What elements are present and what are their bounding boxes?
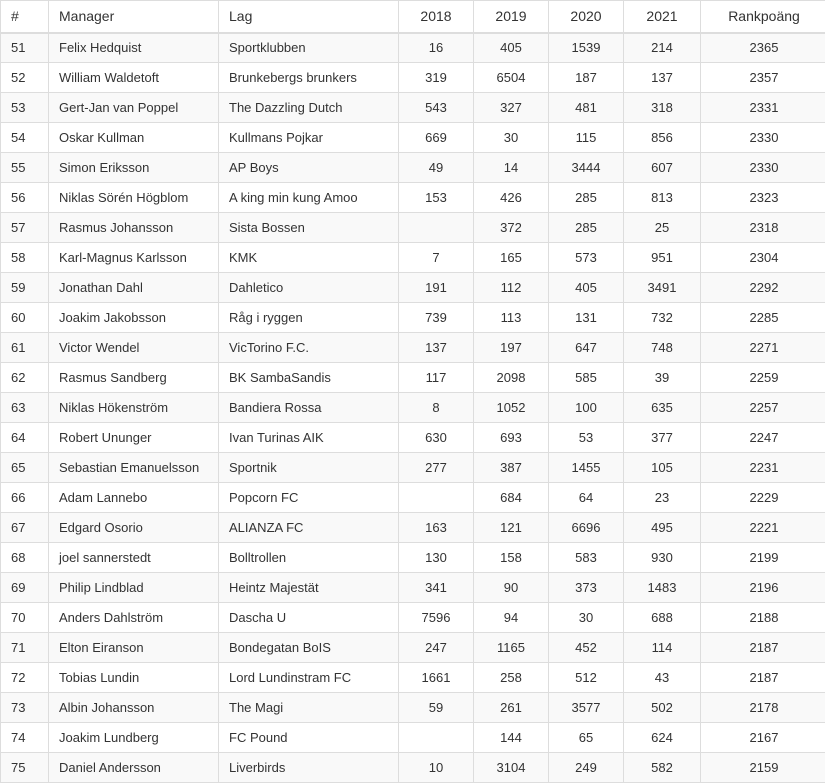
cell-rankpoang: 2229 [701,483,825,513]
cell-rankpoang: 2292 [701,273,825,303]
table-row[interactable] [1,543,825,573]
table-row[interactable] [1,183,825,213]
cell-2018: 117 [399,363,474,393]
cell-2021: 502 [624,693,701,723]
cell-manager: Niklas Sörén Högblom [49,183,219,213]
table-row[interactable] [1,273,825,303]
header-2019[interactable]: 2019 [474,1,549,33]
cell-2021: 930 [624,543,701,573]
cell-2018: 543 [399,93,474,123]
cell-2019: 94 [474,603,549,633]
cell-2019: 6504 [474,63,549,93]
cell-lag: Bondegatan BoIS [219,633,399,663]
cell-2019: 693 [474,423,549,453]
cell-2021: 635 [624,393,701,423]
cell-2019: 327 [474,93,549,123]
cell-lag: Heintz Majestät [219,573,399,603]
table-row[interactable] [1,123,825,153]
header-2020[interactable]: 2020 [549,1,624,33]
cell-rankpoang: 2257 [701,393,825,423]
cell-2018: 10 [399,753,474,783]
cell-2020: 187 [549,63,624,93]
cell-lag: Bandiera Rossa [219,393,399,423]
cell-2018: 739 [399,303,474,333]
cell-2020: 249 [549,753,624,783]
cell-lag: Liverbirds [219,753,399,783]
cell-manager: joel sannerstedt [49,543,219,573]
cell-2020: 131 [549,303,624,333]
cell-2021: 856 [624,123,701,153]
cell-rankpoang: 2323 [701,183,825,213]
cell-2019: 30 [474,123,549,153]
cell-manager: Niklas Hökenström [49,393,219,423]
cell-rank-number: 74 [1,723,49,753]
cell-2018: 7596 [399,603,474,633]
table-row[interactable] [1,693,825,723]
cell-rank-number: 59 [1,273,49,303]
cell-lag: The Dazzling Dutch [219,93,399,123]
cell-rank-number: 67 [1,513,49,543]
table-row[interactable] [1,93,825,123]
table-row[interactable] [1,633,825,663]
cell-rankpoang: 2318 [701,213,825,243]
cell-rankpoang: 2331 [701,93,825,123]
cell-lag: FC Pound [219,723,399,753]
table-row[interactable] [1,753,825,783]
cell-rankpoang: 2365 [701,33,825,63]
cell-2018: 153 [399,183,474,213]
table-row[interactable] [1,663,825,693]
cell-2019: 113 [474,303,549,333]
cell-2019: 121 [474,513,549,543]
cell-2019: 1165 [474,633,549,663]
cell-2018: 163 [399,513,474,543]
cell-2019: 165 [474,243,549,273]
cell-rankpoang: 2159 [701,753,825,783]
table-row[interactable] [1,723,825,753]
cell-manager: Philip Lindblad [49,573,219,603]
cell-2021: 23 [624,483,701,513]
cell-2019: 684 [474,483,549,513]
cell-lag: Sista Bossen [219,213,399,243]
cell-2021: 813 [624,183,701,213]
cell-lag: BK SambaSandis [219,363,399,393]
table-row[interactable] [1,573,825,603]
table-row[interactable] [1,483,825,513]
cell-rankpoang: 2199 [701,543,825,573]
cell-2021: 495 [624,513,701,543]
cell-rank-number: 51 [1,33,49,63]
cell-2018: 247 [399,633,474,663]
cell-rankpoang: 2167 [701,723,825,753]
cell-2018: 1661 [399,663,474,693]
cell-rank-number: 52 [1,63,49,93]
cell-2018: 319 [399,63,474,93]
cell-2021: 214 [624,33,701,63]
cell-lag: The Magi [219,693,399,723]
table-row[interactable] [1,243,825,273]
cell-2018: 191 [399,273,474,303]
cell-rank-number: 54 [1,123,49,153]
cell-2020: 647 [549,333,624,363]
cell-rankpoang: 2221 [701,513,825,543]
table-row[interactable] [1,363,825,393]
cell-rank-number: 64 [1,423,49,453]
cell-lag: AP Boys [219,153,399,183]
cell-2019: 112 [474,273,549,303]
cell-2021: 688 [624,603,701,633]
cell-2018: 49 [399,153,474,183]
cell-lag: ALIANZA FC [219,513,399,543]
cell-rankpoang: 2178 [701,693,825,723]
cell-manager: Albin Johansson [49,693,219,723]
table-row[interactable] [1,63,825,93]
cell-2020: 285 [549,213,624,243]
cell-manager: Oskar Kullman [49,123,219,153]
cell-2020: 452 [549,633,624,663]
cell-2019: 258 [474,663,549,693]
table-body [1,33,825,783]
table-row[interactable] [1,423,825,453]
table-row[interactable] [1,453,825,483]
cell-rank-number: 72 [1,663,49,693]
table-row[interactable] [1,393,825,423]
header-2021[interactable]: 2021 [624,1,701,33]
cell-rankpoang: 2231 [701,453,825,483]
cell-2021: 607 [624,153,701,183]
header-lag[interactable]: Lag [219,1,399,33]
cell-2018: 669 [399,123,474,153]
cell-manager: Simon Eriksson [49,153,219,183]
cell-2019: 2098 [474,363,549,393]
cell-rank-number: 60 [1,303,49,333]
cell-2018 [399,213,474,243]
cell-2018: 59 [399,693,474,723]
cell-2021: 114 [624,633,701,663]
cell-2018: 341 [399,573,474,603]
cell-2019: 387 [474,453,549,483]
cell-2020: 30 [549,603,624,633]
header-2018[interactable]: 2018 [399,1,474,33]
cell-rank-number: 73 [1,693,49,723]
cell-2018: 8 [399,393,474,423]
cell-lag: Råg i ryggen [219,303,399,333]
cell-rankpoang: 2259 [701,363,825,393]
cell-2020: 585 [549,363,624,393]
cell-manager: Edgard Osorio [49,513,219,543]
cell-2020: 512 [549,663,624,693]
cell-2021: 624 [624,723,701,753]
cell-manager: William Waldetoft [49,63,219,93]
cell-2018: 7 [399,243,474,273]
cell-2020: 285 [549,183,624,213]
cell-manager: Sebastian Emanuelsson [49,453,219,483]
cell-rank-number: 56 [1,183,49,213]
cell-2020: 583 [549,543,624,573]
cell-lag: VicTorino F.C. [219,333,399,363]
cell-2021: 39 [624,363,701,393]
cell-lag: Dascha U [219,603,399,633]
cell-lag: Dahletico [219,273,399,303]
cell-2019: 197 [474,333,549,363]
cell-manager: Gert-Jan van Poppel [49,93,219,123]
cell-lag: Brunkebergs brunkers [219,63,399,93]
cell-manager: Felix Hedquist [49,33,219,63]
cell-2021: 318 [624,93,701,123]
cell-2020: 100 [549,393,624,423]
cell-manager: Joakim Lundberg [49,723,219,753]
cell-rank-number: 57 [1,213,49,243]
cell-2018 [399,483,474,513]
table-header [1,1,825,33]
cell-2021: 43 [624,663,701,693]
header-row [1,1,825,33]
table-row[interactable] [1,153,825,183]
cell-2021: 377 [624,423,701,453]
cell-rank-number: 71 [1,633,49,663]
cell-2019: 405 [474,33,549,63]
cell-rankpoang: 2330 [701,153,825,183]
cell-rank-number: 65 [1,453,49,483]
cell-2019: 90 [474,573,549,603]
cell-rank-number: 66 [1,483,49,513]
cell-2020: 64 [549,483,624,513]
cell-2018: 16 [399,33,474,63]
cell-manager: Daniel Andersson [49,753,219,783]
table-row[interactable] [1,603,825,633]
cell-2020: 3444 [549,153,624,183]
cell-lag: A king min kung Amoo [219,183,399,213]
cell-rank-number: 58 [1,243,49,273]
cell-rankpoang: 2247 [701,423,825,453]
cell-manager: Tobias Lundin [49,663,219,693]
cell-2020: 3577 [549,693,624,723]
cell-rank-number: 70 [1,603,49,633]
cell-rankpoang: 2304 [701,243,825,273]
cell-2020: 405 [549,273,624,303]
cell-2019: 3104 [474,753,549,783]
cell-2018 [399,723,474,753]
cell-2020: 1455 [549,453,624,483]
cell-manager: Jonathan Dahl [49,273,219,303]
cell-lag: Sportnik [219,453,399,483]
cell-rank-number: 53 [1,93,49,123]
cell-2018: 630 [399,423,474,453]
cell-manager: Victor Wendel [49,333,219,363]
cell-2020: 481 [549,93,624,123]
cell-2018: 277 [399,453,474,483]
cell-2021: 951 [624,243,701,273]
cell-manager: Adam Lannebo [49,483,219,513]
cell-manager: Robert Ununger [49,423,219,453]
cell-2019: 426 [474,183,549,213]
cell-rankpoang: 2196 [701,573,825,603]
cell-2019: 261 [474,693,549,723]
cell-2019: 14 [474,153,549,183]
cell-2019: 1052 [474,393,549,423]
cell-rank-number: 63 [1,393,49,423]
cell-rankpoang: 2271 [701,333,825,363]
table-row[interactable] [1,33,825,63]
cell-lag: Sportklubben [219,33,399,63]
cell-2020: 65 [549,723,624,753]
cell-2021: 748 [624,333,701,363]
cell-2020: 573 [549,243,624,273]
cell-2018: 130 [399,543,474,573]
cell-2019: 144 [474,723,549,753]
cell-lag: Kullmans Pojkar [219,123,399,153]
cell-rank-number: 61 [1,333,49,363]
cell-rankpoang: 2330 [701,123,825,153]
cell-rankpoang: 2187 [701,663,825,693]
table-row[interactable] [1,213,825,243]
cell-lag: Lord Lundinstram FC [219,663,399,693]
cell-manager: Elton Eiranson [49,633,219,663]
cell-rankpoang: 2188 [701,603,825,633]
table-row[interactable] [1,513,825,543]
cell-rank-number: 62 [1,363,49,393]
cell-manager: Karl-Magnus Karlsson [49,243,219,273]
cell-rank-number: 75 [1,753,49,783]
cell-2021: 25 [624,213,701,243]
cell-lag: Bolltrollen [219,543,399,573]
cell-2020: 53 [549,423,624,453]
cell-2020: 373 [549,573,624,603]
cell-lag: KMK [219,243,399,273]
header-rankpoang[interactable]: Rankpoäng [701,1,825,33]
cell-2021: 105 [624,453,701,483]
cell-manager: Rasmus Sandberg [49,363,219,393]
cell-manager: Joakim Jakobsson [49,303,219,333]
cell-2020: 115 [549,123,624,153]
cell-2021: 732 [624,303,701,333]
cell-rank-number: 68 [1,543,49,573]
cell-rank-number: 69 [1,573,49,603]
cell-lag: Popcorn FC [219,483,399,513]
cell-2020: 6696 [549,513,624,543]
cell-manager: Anders Dahlström [49,603,219,633]
cell-2019: 372 [474,213,549,243]
cell-rankpoang: 2357 [701,63,825,93]
cell-rankpoang: 2187 [701,633,825,663]
header-manager[interactable]: Manager [49,1,219,33]
cell-2021: 582 [624,753,701,783]
cell-2019: 158 [474,543,549,573]
cell-2020: 1539 [549,33,624,63]
cell-manager: Rasmus Johansson [49,213,219,243]
header-rank-number[interactable]: # [1,1,49,33]
table-row[interactable] [1,303,825,333]
cell-rankpoang: 2285 [701,303,825,333]
cell-2021: 137 [624,63,701,93]
cell-2018: 137 [399,333,474,363]
cell-2021: 3491 [624,273,701,303]
cell-rank-number: 55 [1,153,49,183]
cell-2021: 1483 [624,573,701,603]
table-row[interactable] [1,333,825,363]
cell-lag: Ivan Turinas AIK [219,423,399,453]
